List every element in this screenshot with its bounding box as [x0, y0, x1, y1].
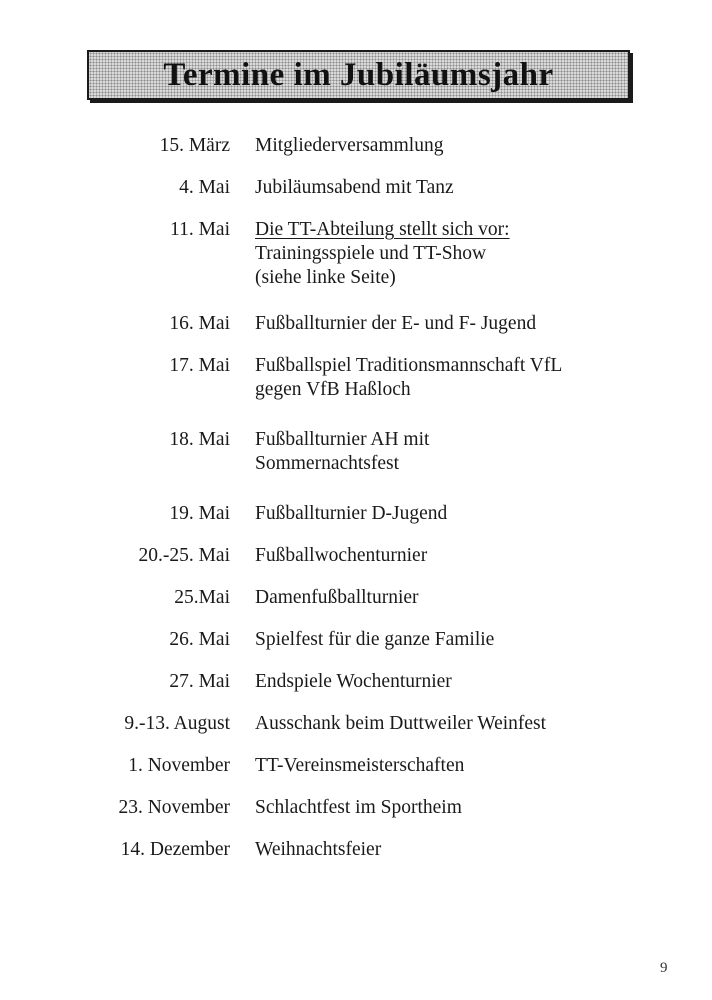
event-line: Fußballturnier D-Jugend	[255, 503, 448, 524]
event-date: 17. Mai	[169, 355, 230, 376]
event-row	[0, 838, 712, 862]
event-description	[255, 354, 675, 402]
event-date: 14. Dezember	[120, 839, 230, 860]
event-date: 18. Mai	[169, 429, 230, 450]
event-row	[0, 544, 712, 568]
event-date: 20.-25. Mai	[138, 545, 230, 566]
event-description	[255, 428, 675, 476]
event-line: Endspiele Wochenturnier	[255, 671, 452, 692]
event-line: Fußballspiel Traditionsmannschaft VfL	[255, 355, 563, 376]
event-row	[0, 754, 712, 778]
event-schedule	[0, 116, 712, 862]
event-line: Fußballturnier AH mit	[255, 429, 430, 450]
event-description	[255, 502, 675, 526]
event-description	[255, 796, 675, 820]
event-row	[0, 712, 712, 736]
event-line: TT-Vereinsmeisterschaften	[255, 755, 465, 776]
event-line: (siehe linke Seite)	[255, 267, 396, 288]
event-date: 23. November	[118, 797, 230, 818]
event-row	[0, 354, 712, 402]
event-description	[255, 544, 675, 568]
event-line: Mitgliederversammlung	[255, 135, 444, 156]
event-row	[0, 218, 712, 290]
event-line: Schlachtfest im Sportheim	[255, 797, 462, 818]
event-line: Fußballturnier der E- und F- Jugend	[255, 313, 537, 334]
event-description	[255, 176, 675, 200]
event-date: 15. März	[159, 135, 230, 156]
event-row	[0, 502, 712, 526]
event-row	[0, 134, 712, 158]
event-row	[0, 670, 712, 694]
event-row	[0, 176, 712, 200]
event-line: Fußballwochenturnier	[255, 545, 428, 566]
event-line: Jubiläumsabend mit Tanz	[255, 177, 454, 198]
page-number: 9	[660, 960, 668, 976]
event-description	[255, 586, 675, 610]
event-description	[255, 670, 675, 694]
event-line: Spielfest für die ganze Familie	[255, 629, 495, 650]
event-date: 9.-13. August	[124, 713, 230, 734]
event-line: Weihnachtsfeier	[255, 839, 382, 860]
event-description	[255, 134, 675, 158]
event-line: Trainingsspiele und TT-Show	[255, 243, 487, 264]
event-date: 11. Mai	[170, 219, 230, 240]
event-date: 25.Mai	[174, 587, 230, 608]
event-description	[255, 838, 675, 862]
event-date: 26. Mai	[169, 629, 230, 650]
page-title: Termine im Jubiläumsjahr	[163, 56, 554, 93]
event-line: Die TT-Abteilung stellt sich vor:	[255, 219, 510, 240]
event-description	[255, 712, 675, 736]
event-date: 4. Mai	[179, 177, 230, 198]
event-line: gegen VfB Haßloch	[255, 379, 411, 400]
event-description	[255, 218, 675, 290]
event-row	[0, 796, 712, 820]
event-date: 19. Mai	[169, 503, 230, 524]
event-date: 16. Mai	[169, 313, 230, 334]
event-row	[0, 312, 712, 336]
event-line: Damenfußballturnier	[255, 587, 419, 608]
event-line: Sommernachtsfest	[255, 453, 400, 474]
event-description	[255, 312, 675, 336]
event-line: Ausschank beim Duttweiler Weinfest	[255, 713, 547, 734]
event-date: 1. November	[128, 755, 230, 776]
event-date: 27. Mai	[169, 671, 230, 692]
title-box	[87, 50, 630, 100]
event-row	[0, 428, 712, 476]
event-description	[255, 754, 675, 778]
event-row	[0, 628, 712, 652]
event-description	[255, 628, 675, 652]
event-row	[0, 586, 712, 610]
